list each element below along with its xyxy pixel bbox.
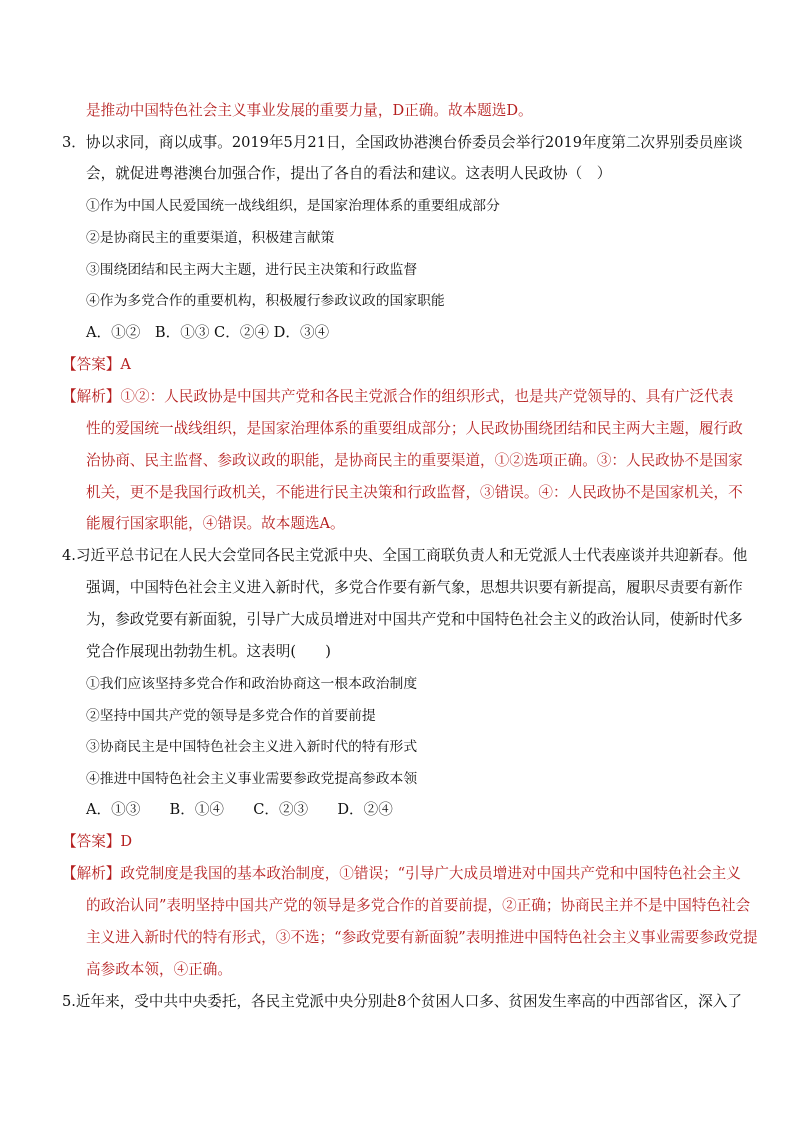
q3-analysis-line-5: 能履行国家职能，④错误。故本题选A。 xyxy=(86,515,345,532)
q3-statement-2: ②是协商民主的重要渠道，积极建言献策 xyxy=(86,230,335,246)
q4-analysis-line-3: 主义进入新时代的特有形式，③不选；“参政党要有新面貌”表明推进中国特色社会主义事业需要参政党提 xyxy=(86,929,758,946)
q3-analysis-line-1 xyxy=(62,387,733,407)
analysis-label: 【解析】 xyxy=(62,388,121,405)
q4-statement-4: ④推进中国特色社会主义事业需要参政党提高参政本领 xyxy=(86,771,418,787)
q3-stem-line-1: 3．协以求同，商以成事。2019年5月21日，全国政协港澳台侨委员会举行2019年度第二次界别委员座谈 xyxy=(62,134,743,151)
answer-label: 【答案】 xyxy=(62,356,121,373)
q3-analysis-line-3: 治协商、民主监督、参政议政的职能，是协商民主的重要渠道，①②选项正确。③：人民政协不是国家 xyxy=(86,452,743,469)
q3-analysis-line-4: 机关，更不是我国行政机关，不能进行民主决策和行政监督，③错误。④：人民政协不是国家机关，不 xyxy=(86,484,743,501)
q4-analysis-line-2: 的政治认同”表明坚持中国共产党的领导是多党合作的首要前提，②正确；协商民主并不是中国特色社会 xyxy=(86,897,751,914)
q4-stem-line-1: 4.习近平总书记在人民大会堂同各民主党派中央、全国工商联负责人和无党派人士代表座谈并共迎新春。他 xyxy=(62,547,748,564)
q3-analysis-line-2: 性的爱国统一战线组织，是国家治理体系的重要组成部分；人民政协围绕团结和民主两大主题，履行政 xyxy=(86,420,743,437)
q4-statement-1: ①我们应该坚持多党合作和政治协商这一根本政治制度 xyxy=(86,676,418,692)
analysis-label: 【解析】 xyxy=(62,865,121,882)
answer-label: 【答案】 xyxy=(62,833,121,850)
q2-analysis-tail: 是推动中国特色社会主义事业发展的重要力量，D正确。故本题选D。 xyxy=(86,102,533,119)
q4-answer xyxy=(62,832,132,852)
analysis-text: 政党制度是我国的基本政治制度，①错误；“引导广大成员增进对中国共产党和中国特色社会主义 xyxy=(120,865,741,882)
q3-statement-1: ①作为中国人民爱国统一战线组织，是国家治理体系的重要组成部分 xyxy=(86,198,500,214)
q4-stem-line-2: 强调，中国特色社会主义进入新时代，多党合作要有新气象，思想共识要有新提高，履职尽责要有新作 xyxy=(86,579,743,596)
q4-analysis-line-1 xyxy=(62,864,741,884)
q4-stem-line-3: 为，参政党要有新面貌，引导广大成员增进对中国共产党和中国特色社会主义的政治认同，使新时代多 xyxy=(86,611,743,628)
q4-stem-line-4: 党合作展现出勃勃生机。这表明( ) xyxy=(86,643,331,660)
q4-options: A．①③ B．①④ C．②③ D．②④ xyxy=(86,801,393,818)
q3-statement-4: ④作为多党合作的重要机构，积极履行参政议政的国家职能 xyxy=(86,293,445,309)
analysis-text: ①②：人民政协是中国共产党和各民主党派合作的组织形式，也是共产党领导的、具有广泛代表 xyxy=(120,388,734,405)
q3-answer xyxy=(62,355,131,375)
answer-value: D xyxy=(120,833,133,850)
answer-value: A xyxy=(120,356,131,373)
q4-statement-3: ③协商民主是中国特色社会主义进入新时代的特有形式 xyxy=(86,739,418,755)
q4-statement-2: ②坚持中国共产党的领导是多党合作的首要前提 xyxy=(86,708,376,724)
q4-analysis-line-4: 高参政本领，④正确。 xyxy=(86,961,232,978)
q3-options: A．①② B．①③ C．②④ D．③④ xyxy=(86,324,330,341)
q3-statement-3: ③围绕团结和民主两大主题，进行民主决策和行政监督 xyxy=(86,262,418,278)
q3-stem-line-2: 会，就促进粤港澳台加强合作，提出了各自的看法和建议。这表明人民政协（ ） xyxy=(86,165,612,182)
q5-stem-line-1: 5.近年来，受中共中央委托，各民主党派中央分别赴8个贫困人口多、贫困发生率高的中西部省区，深入了 xyxy=(62,993,742,1010)
